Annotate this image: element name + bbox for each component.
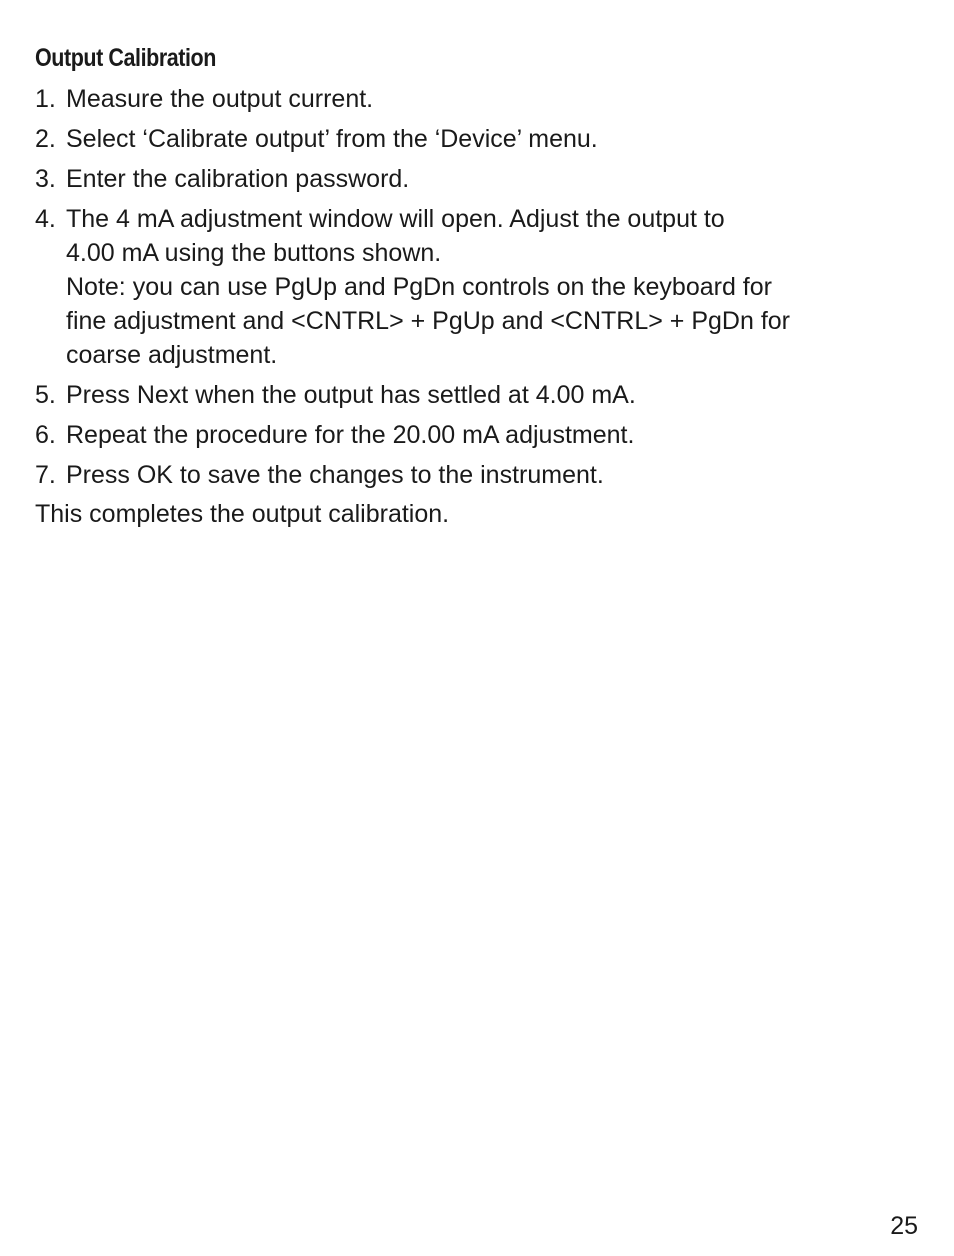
step-note: fine adjustment and <CNTRL> + PgUp and <CNTRL> + PgDn for	[66, 307, 790, 335]
step-number: 6.	[35, 421, 56, 449]
step-text: 4.00 mA using the buttons shown.	[66, 239, 442, 267]
step-item	[35, 418, 915, 452]
step-item	[35, 162, 915, 196]
step-text: Select ‘Calibrate output’ from the ‘Device’ menu.	[66, 125, 598, 153]
step-number: 4.	[35, 205, 56, 233]
step-number: 2.	[35, 125, 56, 153]
step-text: Enter the calibration password.	[66, 165, 410, 193]
step-text: Measure the output current.	[66, 85, 374, 113]
page-number: 25	[890, 1212, 918, 1240]
step-text: Repeat the procedure for the 20.00 mA adjustment.	[66, 421, 635, 449]
step-text: Press Next when the output has settled at 4.00 mA.	[66, 381, 636, 409]
step-number: 7.	[35, 461, 56, 489]
step-item	[35, 122, 915, 156]
step-item	[35, 378, 915, 412]
section-heading: Output Calibration	[35, 44, 216, 72]
step-item	[35, 202, 915, 372]
step-note: coarse adjustment.	[66, 341, 278, 369]
step-text: Press OK to save the changes to the instrument.	[66, 461, 604, 489]
closing-paragraph: This completes the output calibration.	[35, 500, 450, 528]
step-number: 3.	[35, 165, 56, 193]
step-number: 1.	[35, 85, 56, 113]
step-item	[35, 82, 915, 116]
step-text: The 4 mA adjustment window will open. Adjust the output to	[66, 205, 725, 233]
calibration-steps-list	[35, 82, 915, 498]
step-item	[35, 458, 915, 492]
step-note: Note: you can use PgUp and PgDn controls on the keyboard for	[66, 273, 772, 301]
step-number: 5.	[35, 381, 56, 409]
